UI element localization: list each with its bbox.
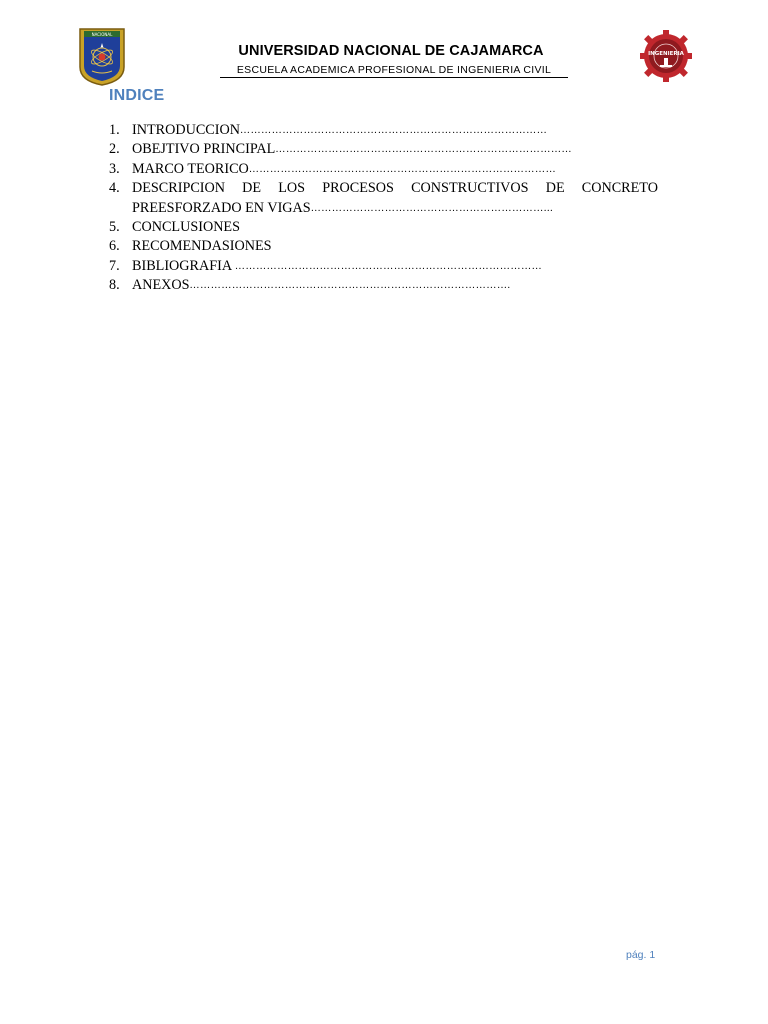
toc-label: RECOMENDASIONES: [132, 238, 272, 255]
toc-entry-3: [109, 160, 659, 179]
toc-number: 4.: [109, 180, 120, 197]
toc-leader-dots: ……………………………………………………………………………….: [189, 280, 511, 292]
toc-leader-dots: …………………………………………………………...: [310, 202, 554, 214]
toc-entry-2: [109, 140, 659, 159]
toc-entry-5: [109, 218, 659, 237]
toc-label-word: CONSTRUCTIVOS: [411, 180, 529, 197]
school-subtitle: ESCUELA ACADEMICA PROFESIONAL DE INGENIERIA CIVIL: [220, 64, 568, 78]
toc-label: INTRODUCCION: [132, 122, 240, 138]
index-heading: INDICE: [109, 87, 165, 104]
university-title: UNIVERSIDAD NACIONAL DE CAJAMARCA: [238, 43, 544, 59]
svg-text:NACIONAL: NACIONAL: [91, 32, 113, 37]
svg-text:INGENIERIA: INGENIERIA: [648, 51, 684, 57]
toc-label-continued: PREESFORZADO EN VIGAS: [132, 199, 311, 216]
toc-entry-8: [109, 276, 659, 295]
page-number: pág. 1: [626, 949, 656, 961]
toc-leader-dots: ……………………………………………………………………………: [234, 260, 543, 272]
toc-entry-4: [109, 179, 659, 218]
toc-label-word: DESCRIPCION: [132, 180, 226, 197]
toc-label: OBEJTIVO PRINCIPAL: [132, 141, 276, 158]
toc-label-word: CONCRETO: [581, 180, 658, 197]
toc-label: MARCO TEORICO: [132, 160, 249, 177]
toc-label-line-1: [132, 179, 658, 198]
toc-leader-dots: …………………………………………………………………………: [275, 144, 573, 156]
toc-number: 1.: [109, 122, 120, 138]
toc-number: 8.: [109, 277, 120, 294]
toc-number: 7.: [109, 257, 120, 274]
toc-entry-7: [109, 257, 659, 276]
toc-number: 2.: [109, 141, 120, 158]
toc-label-word: DE: [545, 180, 565, 197]
toc-label-word: LOS: [278, 180, 306, 197]
toc-number: 3.: [109, 160, 120, 177]
toc-leader-dots: ……………………………………………………………………………: [239, 125, 548, 136]
toc-entry-6: [109, 237, 659, 256]
toc-label: BIBLIOGRAFIA: [132, 257, 235, 274]
toc-entry-1: [109, 121, 659, 140]
toc-label: ANEXOS: [132, 277, 190, 294]
toc-number: 6.: [109, 238, 120, 255]
toc-number: 5.: [109, 219, 120, 236]
toc-label-word: DE: [242, 180, 262, 197]
table-of-contents: [109, 121, 659, 296]
toc-leader-dots: ……………………………………………………………………………: [248, 163, 557, 175]
toc-label-word: PROCESOS: [322, 180, 394, 197]
toc-label: CONCLUSIONES: [132, 219, 240, 236]
